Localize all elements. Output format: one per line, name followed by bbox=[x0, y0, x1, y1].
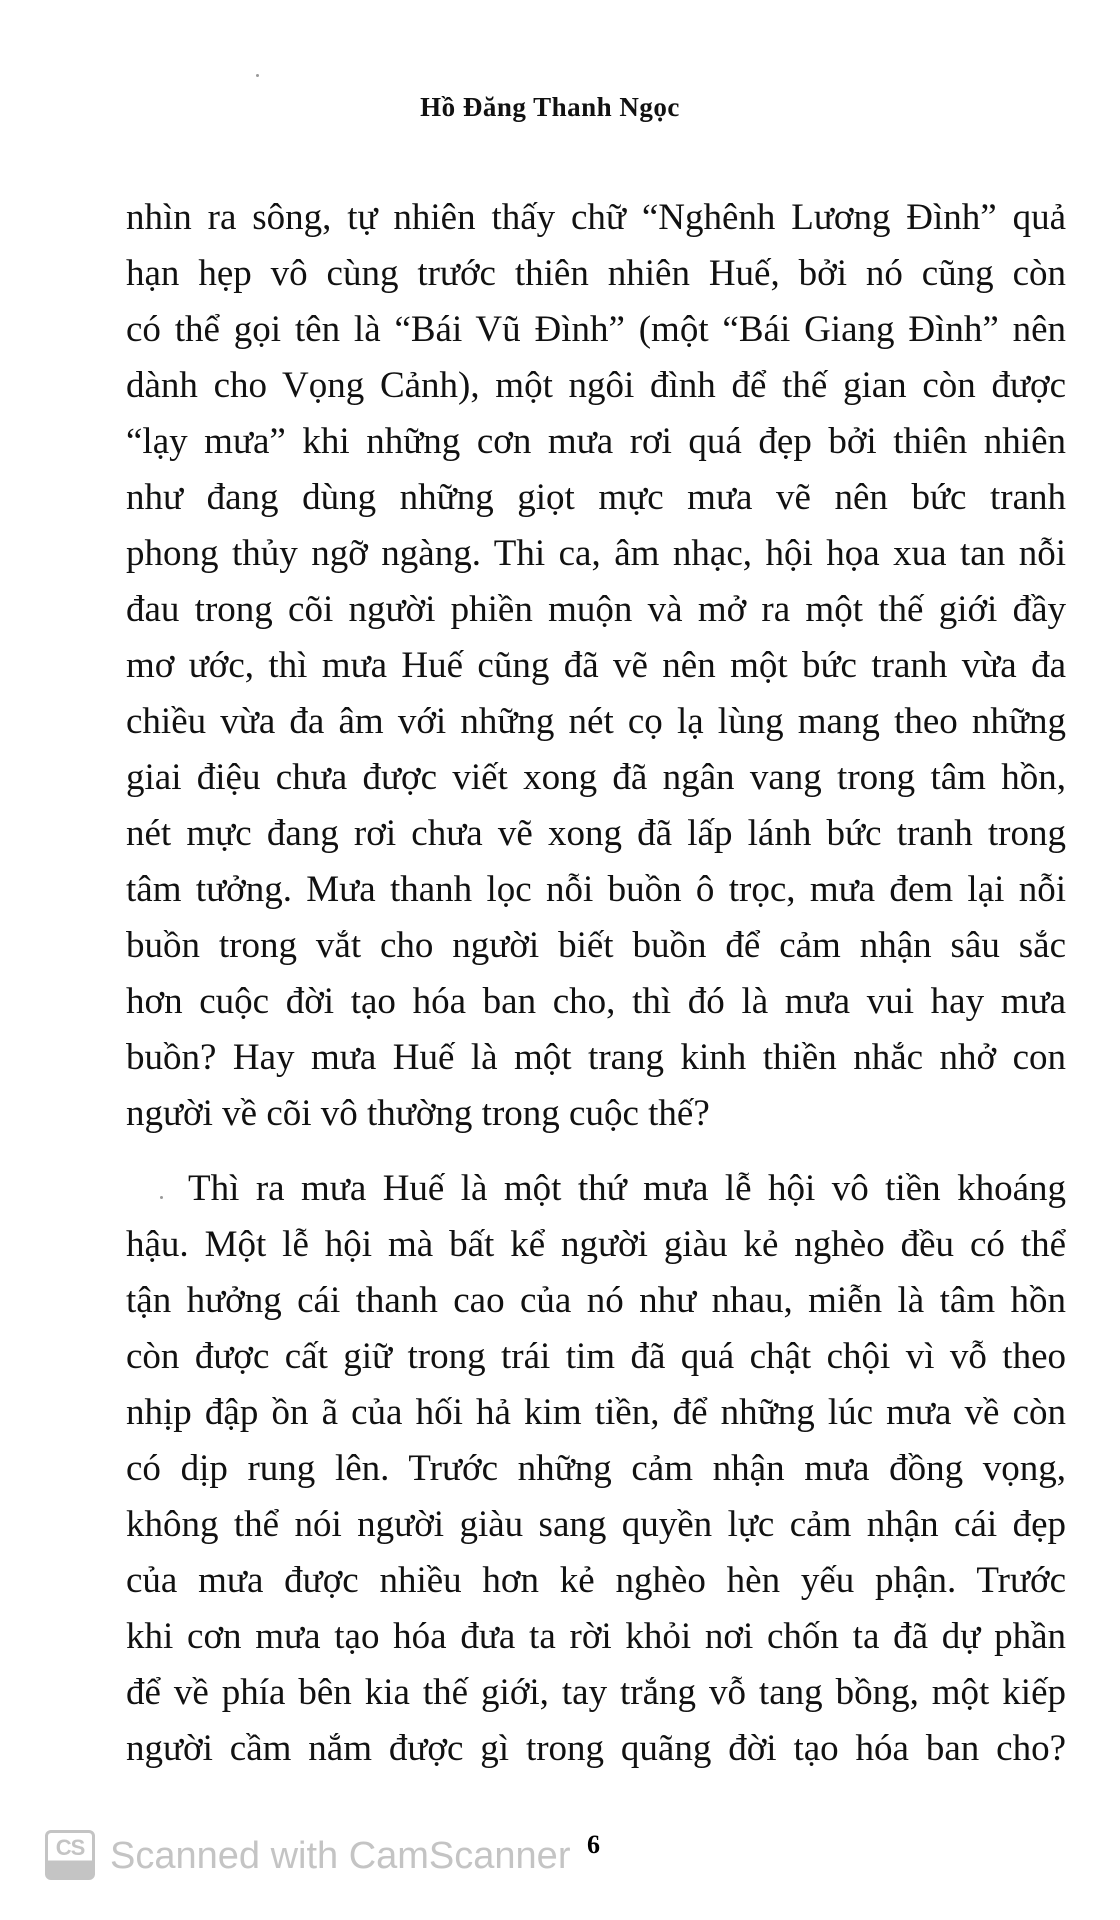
text-line: hơn cuộc đời tạo hóa ban cho, thì đó là mưa vui hay mưa bbox=[126, 981, 1066, 1022]
text-line: để về phía bên kia thế giới, tay trắng vỗ tang bồng, một kiếp bbox=[126, 1672, 1066, 1713]
text-line: phong thủy ngỡ ngàng. Thi ca, âm nhạc, hội họa xua tan nỗi bbox=[126, 533, 1066, 574]
text-line: giai điệu chưa được viết xong đã ngân vang trong tâm hồn, bbox=[126, 757, 1066, 798]
text-line: đau trong cõi người phiền muộn và mở ra một thế giới đầy bbox=[126, 589, 1066, 630]
text-line: hậu. Một lễ hội mà bất kể người giàu kẻ nghèo đều có thể bbox=[126, 1224, 1066, 1265]
text-line: người cầm nắm được gì trong quãng đời tạo hóa ban cho? bbox=[126, 1728, 1066, 1769]
text-line: Thì ra mưa Huế là một thứ mưa lễ hội vô tiền khoáng bbox=[188, 1168, 1066, 1209]
text-line: nhìn ra sông, tự nhiên thấy chữ “Nghênh Lương Đình” quả bbox=[126, 197, 1066, 238]
text-line: không thể nói người giàu sang quyền lực cảm nhận cái đẹp bbox=[126, 1504, 1066, 1545]
text-line: có thể gọi tên là “Bái Vũ Đình” (một “Bái Giang Đình” nên bbox=[126, 309, 1066, 350]
camscanner-logo-text: CS bbox=[55, 1835, 85, 1860]
text-line: nhịp đập ồn ã của hối hả kim tiền, để những lúc mưa về còn bbox=[126, 1392, 1066, 1433]
text-line: có dịp rung lên. Trước những cảm nhận mưa đồng vọng, bbox=[126, 1448, 1066, 1489]
text-line: dành cho Vọng Cảnh), một ngôi đình để thế gian còn được bbox=[126, 365, 1066, 406]
text-line: tâm tưởng. Mưa thanh lọc nỗi buồn ô trọc, mưa đem lại nỗi bbox=[126, 869, 1066, 910]
text-line: buồn trong vắt cho người biết buồn để cảm nhận sâu sắc bbox=[126, 925, 1066, 966]
text-line: còn được cất giữ trong trái tim đã quá chật chội vì vỗ theo bbox=[126, 1336, 1066, 1377]
text-line: “lạy mưa” khi những cơn mưa rơi quá đẹp bởi thiên nhiên bbox=[126, 421, 1066, 462]
camscanner-watermark: Scanned with CamScanner bbox=[110, 1835, 571, 1877]
text-line: của mưa được nhiều hơn kẻ nghèo hèn yếu phận. Trước bbox=[126, 1560, 1066, 1601]
text-line: nét mực đang rơi chưa vẽ xong đã lấp lánh bức tranh trong bbox=[126, 813, 1066, 854]
text-line: tận hưởng cái thanh cao của nó như nhau, miễn là tâm hồn bbox=[126, 1280, 1066, 1321]
text-line: như đang dùng những giọt mực mưa vẽ nên bức tranh bbox=[126, 477, 1066, 518]
running-header-author: Hồ Đăng Thanh Ngọc bbox=[420, 92, 680, 122]
text-line: chiều vừa đa âm với những nét cọ lạ lùng mang theo những bbox=[126, 701, 1066, 742]
text-line: buồn? Hay mưa Huế là một trang kinh thiền nhắc nhở con bbox=[126, 1037, 1066, 1078]
text-line: hạn hẹp vô cùng trước thiên nhiên Huế, bởi nó cũng còn bbox=[126, 253, 1066, 294]
text-line: mơ ước, thì mưa Huế cũng đã vẽ nên một bức tranh vừa đa bbox=[126, 645, 1066, 686]
camscanner-logo-icon bbox=[45, 1830, 95, 1880]
text-line: khi cơn mưa tạo hóa đưa ta rời khỏi nơi chốn ta đã dự phần bbox=[126, 1616, 1066, 1657]
page-number: 6 bbox=[587, 1830, 600, 1859]
text-line: người về cõi vô thường trong cuộc thế? bbox=[126, 1093, 710, 1134]
